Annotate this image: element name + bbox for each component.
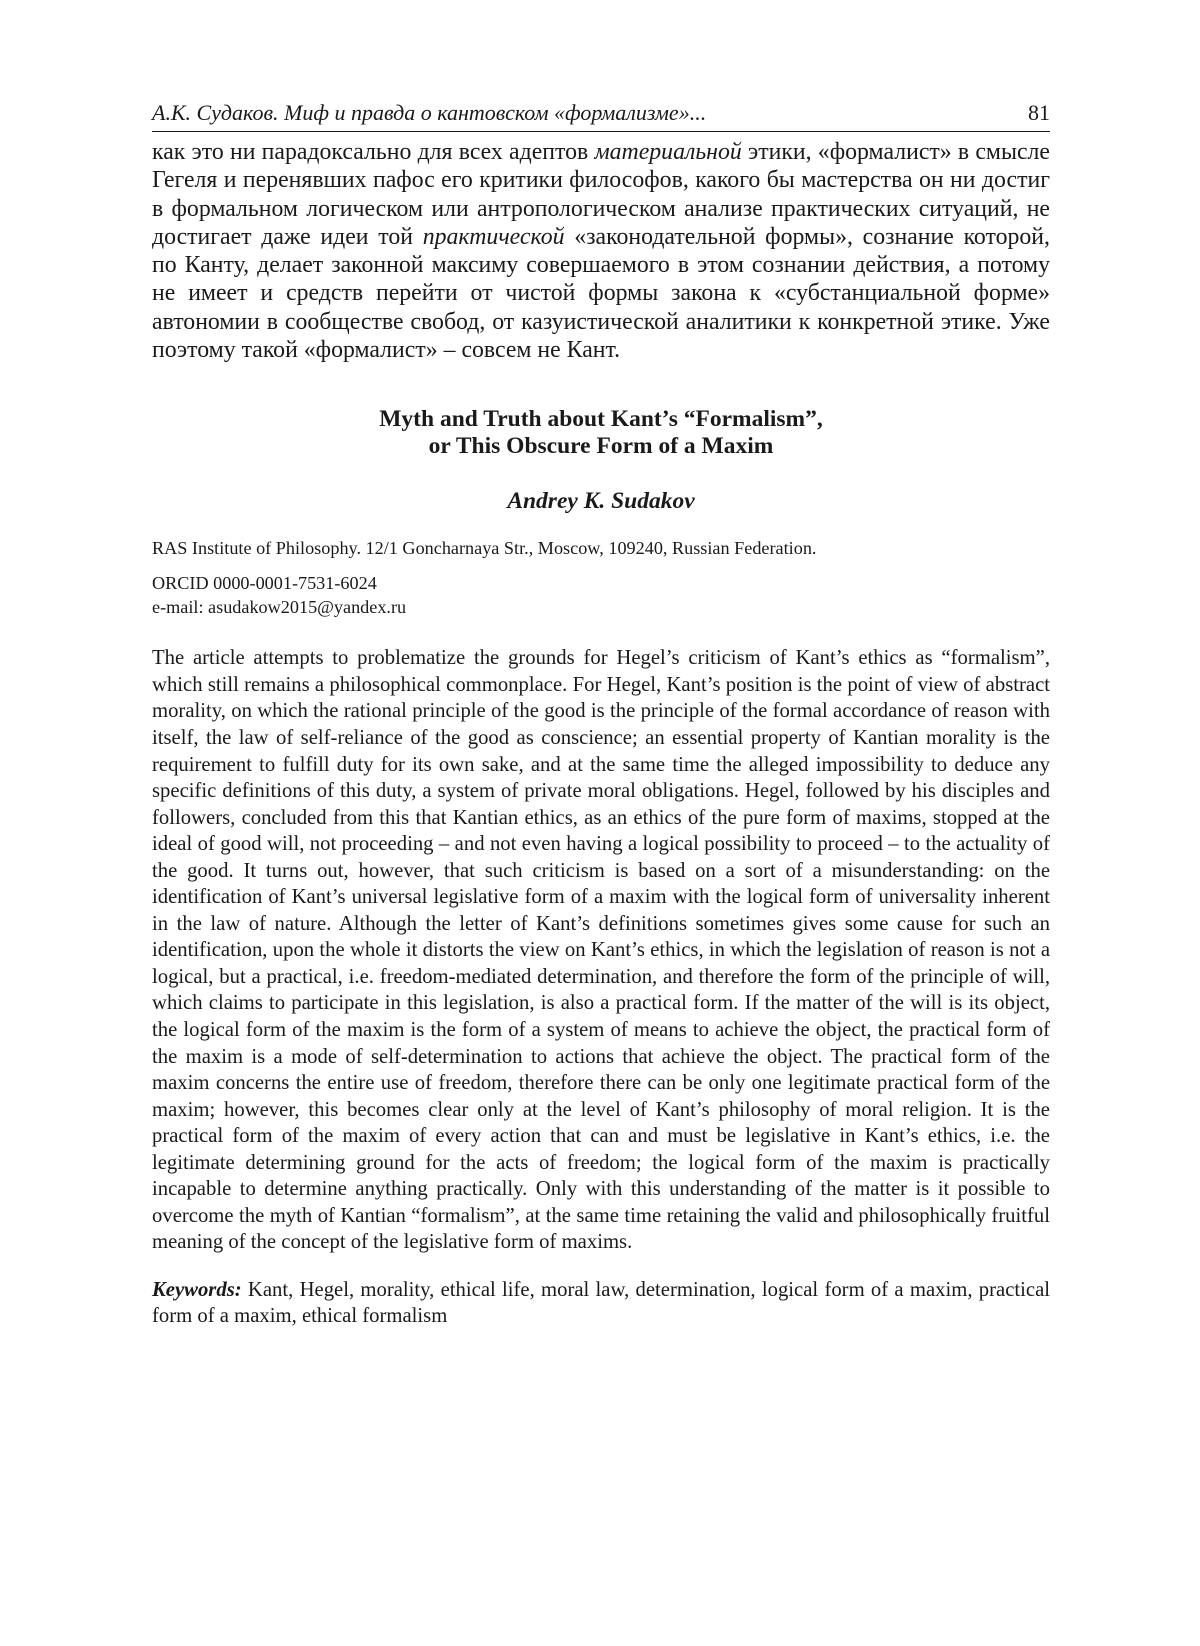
continuation-emphasis-2: практической [422, 223, 565, 250]
keywords-list: Kant, Hegel, morality, ethical life, moral law, determination, logical form of a maxim, practical form of a maxim, ethical formalism [152, 1278, 1050, 1328]
keywords [152, 1277, 1050, 1330]
continuation-text-1: как это ни парадоксально для всех адептов [152, 139, 595, 165]
orcid: ORCID 0000-0001-7531-6024 [152, 573, 377, 594]
running-title: А.К. Судаков. Миф и правда о кантовском «формализме»... [152, 100, 707, 125]
article-title-line-1: Myth and Truth about Kant’s “Formalism”, [379, 406, 823, 433]
author-contacts [152, 571, 1050, 619]
continuation-paragraph [152, 138, 1050, 364]
continuation-text-2: этики, «формалист» в смысле Гегеля и перенявших пафос его критики философов, какого бы мастерства он ни достиг в формальном логическом или антропологическом анализе практических ситуаций, не достигает даже идеи той [152, 139, 1050, 250]
affiliation: RAS Institute of Philosophy. 12/1 Goncharnaya Str., Moscow, 109240, Russian Federation. [152, 538, 817, 559]
author-name: Andrey K. Sudakov [507, 488, 695, 515]
keywords-label: Keywords: [152, 1278, 242, 1301]
continuation-emphasis-1: материальной [594, 139, 742, 165]
running-header [152, 100, 1050, 132]
article-title [152, 406, 1050, 460]
continuation-text-3: «законодательной формы», сознание которой, по Канту, делает законной максиму совершаемого в этом сознании действия, а потому не имеет и средств перейти от чистой формы закона к «субстанциальной форме» автономии в сообществе свобод, от казуистической аналитики к конкретной этике. Уже поэтому такой «формалист» – совсем не Кант. [152, 223, 1050, 364]
page [152, 100, 1050, 1350]
article-title-line-2: or This Obscure Form of a Maxim [428, 433, 774, 460]
email: e-mail: asudakow2015@yandex.ru [152, 597, 407, 618]
page-number: 81 [1028, 100, 1050, 125]
abstract: The article attempts to problematize the grounds for Hegel’s criticism of Kant’s ethics as “formalism”, which still remains a philosophical commonplace. For Hegel, Kant’s position is the point of view of abstract morality, on which the rational principle of the good is the principle of the formal accordance of reason with itself, the law of self-reliance of the good as conscience; an essential property of Kantian morality is the requirement to fulfill duty for its own sake, and at the same time the alleged impossibility to deduce any specific definitions of this duty, a system of private moral obligations. Hegel, followed by his disciples and followers, concluded from this that Kantian ethics, as an ethics of the pure form of maxims, stopped at the ideal of good will, not proceeding – and not even having a logical possibility to proceed – to the actuality of the good. It turns out, however, that such criticism is based on a sort of a misunderstanding: on the identification of Kant’s universal legislative form of a maxim with the logical form of universality inherent in the law of nature. Although the letter of Kant’s definitions sometimes gives some cause for such an identification, upon the whole it distorts the view on Kant’s ethics, in which the legislation of reason is not a logical, but a practical, i.e. freedom-mediated determination, and therefore the form of the principle of will, which claims to participate in this legislation, is also a practical form. If the matter of the will is its object, the logical form of the maxim is the form of a system of means to achieve the object, the practical form of the maxim is a mode of self-determination to actions that achieve the object. The practical form of the maxim concerns the entire use of freedom, therefore there can be only one legitimate practical form of the maxim; however, this becomes clear only at the level of Kant’s philosophy of moral religion. It is the practical form of the maxim of every action that can and must be legislative in Kant’s ethics, i.e. the legitimate determining ground for the acts of freedom; the logical form of the maxim is practically incapable to determine anything practically. Only with this understanding of the matter is it possible to overcome the myth of Kantian “formalism”, at the same time retaining the valid and philosophically fruitful meaning of the concept of the legislative form of maxims. [152, 647, 1050, 1254]
